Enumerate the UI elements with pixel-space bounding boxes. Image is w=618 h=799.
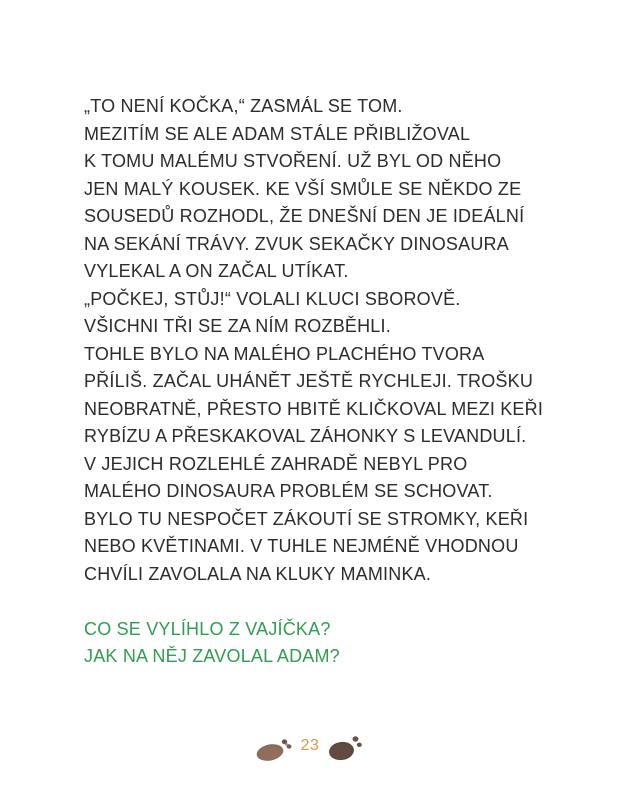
- story-line: MEZITÍM SE ALE ADAM STÁLE PŘIBLIŽOVAL: [84, 123, 471, 144]
- story-line: BYLO TU NESPOČET ZÁKOUTÍ SE STROMKY, KEŘI: [84, 508, 529, 529]
- story-line: „TO NENÍ KOČKA,“ ZASMÁL SE TOM.: [84, 96, 403, 116]
- page-number: 23: [300, 737, 320, 754]
- story-line: CHVÍLI ZAVOLALA NA KLUKY MAMINKA.: [84, 563, 432, 584]
- story-line: PŘÍLIŠ. ZAČAL UHÁNĚT JEŠTĚ RYCHLEJI. TROŠKU: [84, 371, 534, 391]
- question-line: CO SE VYLÍHLO Z VAJÍČKA?: [84, 618, 331, 639]
- story-line: RYBÍZU A PŘESKAKOVAL ZÁHONKY S LEVANDULÍ.: [84, 426, 527, 446]
- story-line: MALÉHO DINOSAURA PROBLÉM SE SCHOVAT.: [84, 481, 493, 501]
- story-line: SOUSEDŮ ROZHODL, ŽE DNEŠNÍ DEN JE IDEÁLNÍ: [84, 206, 525, 226]
- story-line: V JEJICH ROZLEHLÉ ZAHRADĚ NEBYL PRO: [84, 453, 468, 474]
- story-line: VŠICHNI TŘI SE ZA NÍM ROZBĚHLI.: [84, 316, 391, 336]
- question-line: JAK NA NĚJ ZAVOLAL ADAM?: [84, 646, 340, 666]
- comprehension-questions: [84, 616, 554, 671]
- story-line: NA SEKÁNÍ TRÁVY. ZVUK SEKAČKY DINOSAURA: [84, 233, 509, 254]
- story-line: VYLEKAL A ON ZAČAL UTÍKAT.: [84, 261, 349, 281]
- story-line: NEBO KVĚTINAMI. V TUHLE NEJMÉNĚ VHODNOU: [84, 536, 519, 556]
- story-line: JEN MALÝ KOUSEK. KE VŠÍ SMŮLE SE NĚKDO ZE: [84, 178, 522, 199]
- story-line: „POČKEJ, STŮJ!“ VOLALI KLUCI SBOROVĚ.: [84, 288, 461, 309]
- story-line: K TOMU MALÉMU STVOŘENÍ. UŽ BYL OD NĚHO: [84, 151, 502, 171]
- story-line: TOHLE BYLO NA MALÉHO PLACHÉHO TVORA: [84, 343, 485, 364]
- story-line: NEOBRATNĚ, PŘESTO HBITĚ KLIČKOVAL MEZI KEŘI: [84, 398, 544, 419]
- dino-footprint-icon: [328, 734, 362, 762]
- page-footer: [0, 730, 618, 764]
- story-paragraph: [84, 93, 554, 671]
- dino-footprint-icon: [256, 737, 292, 763]
